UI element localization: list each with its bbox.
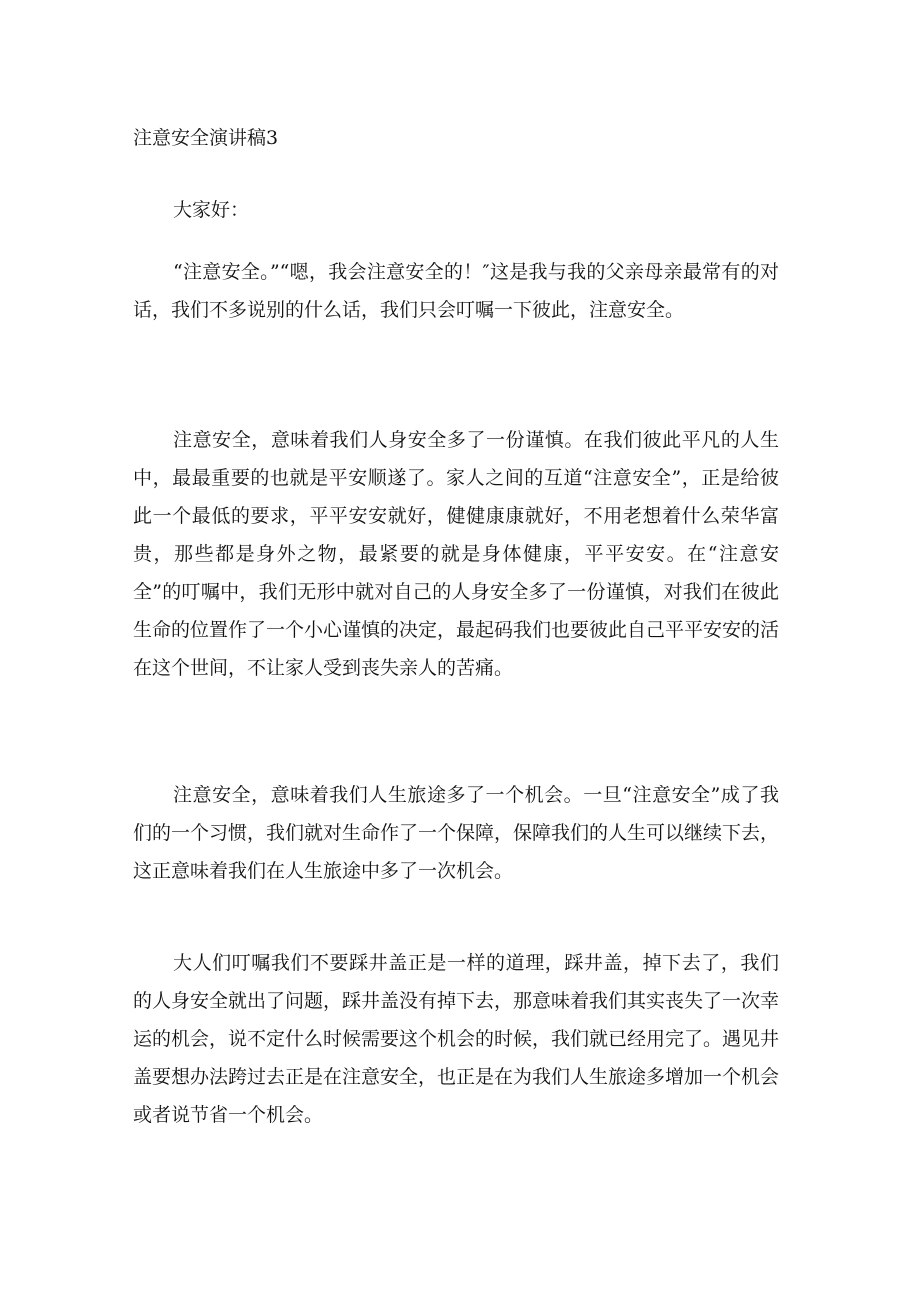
document-title: 注意安全演讲稿3 <box>133 127 279 149</box>
paragraph-2: 注意安全，意味着我们人身安全多了一份谨慎。在我们彼此平凡的人生中，最最重要的也就是平安顺遂了。家人之间的互道“注意安全”，正是给彼此一个最低的要求，平平安安就好，健健康康就好，不用老想着什么荣华富贵，那些都是身外之物，最紧要的就是身体健康，平平安安。在“注意安全”的叮嘱中，我们无形中就对自己的人身安全多了一份谨慎，对我们在彼此生命的位置作了一个小心谨慎的决定，最起码我们也要彼此自己平平安安的活在这个世间，不让家人受到丧失亲人的苦痛。 <box>133 429 780 679</box>
paragraph-1: “注意安全。”“嗯，我会注意安全的！″这是我与我的父亲母亲最常有的对话，我们不多说别的什么话，我们只会叮嘱一下彼此，注意安全。 <box>133 261 779 321</box>
paragraph-3: 注意安全，意味着我们人生旅途多了一个机会。一旦“注意安全”成了我们的一个习惯，我们就对生命作了一个保障，保障我们的人生可以继续下去，这正意味着我们在人生旅途中多了一次机会。 <box>133 784 780 882</box>
greeting-line: 大家好： <box>173 199 250 221</box>
paragraph-4: 大人们叮嘱我们不要踩井盖正是一样的道理，踩井盖，掉下去了，我们的人身安全就出了问题，踩井盖没有掉下去，那意味着我们其实丧失了一次幸运的机会，说不定什么时候需要这个机会的时候，我们就已经用完了。遇见井盖要想办法跨过去正是在注意安全，也正是在为我们人生旅途多增加一个机会或者说节省一个机会。 <box>133 952 780 1126</box>
